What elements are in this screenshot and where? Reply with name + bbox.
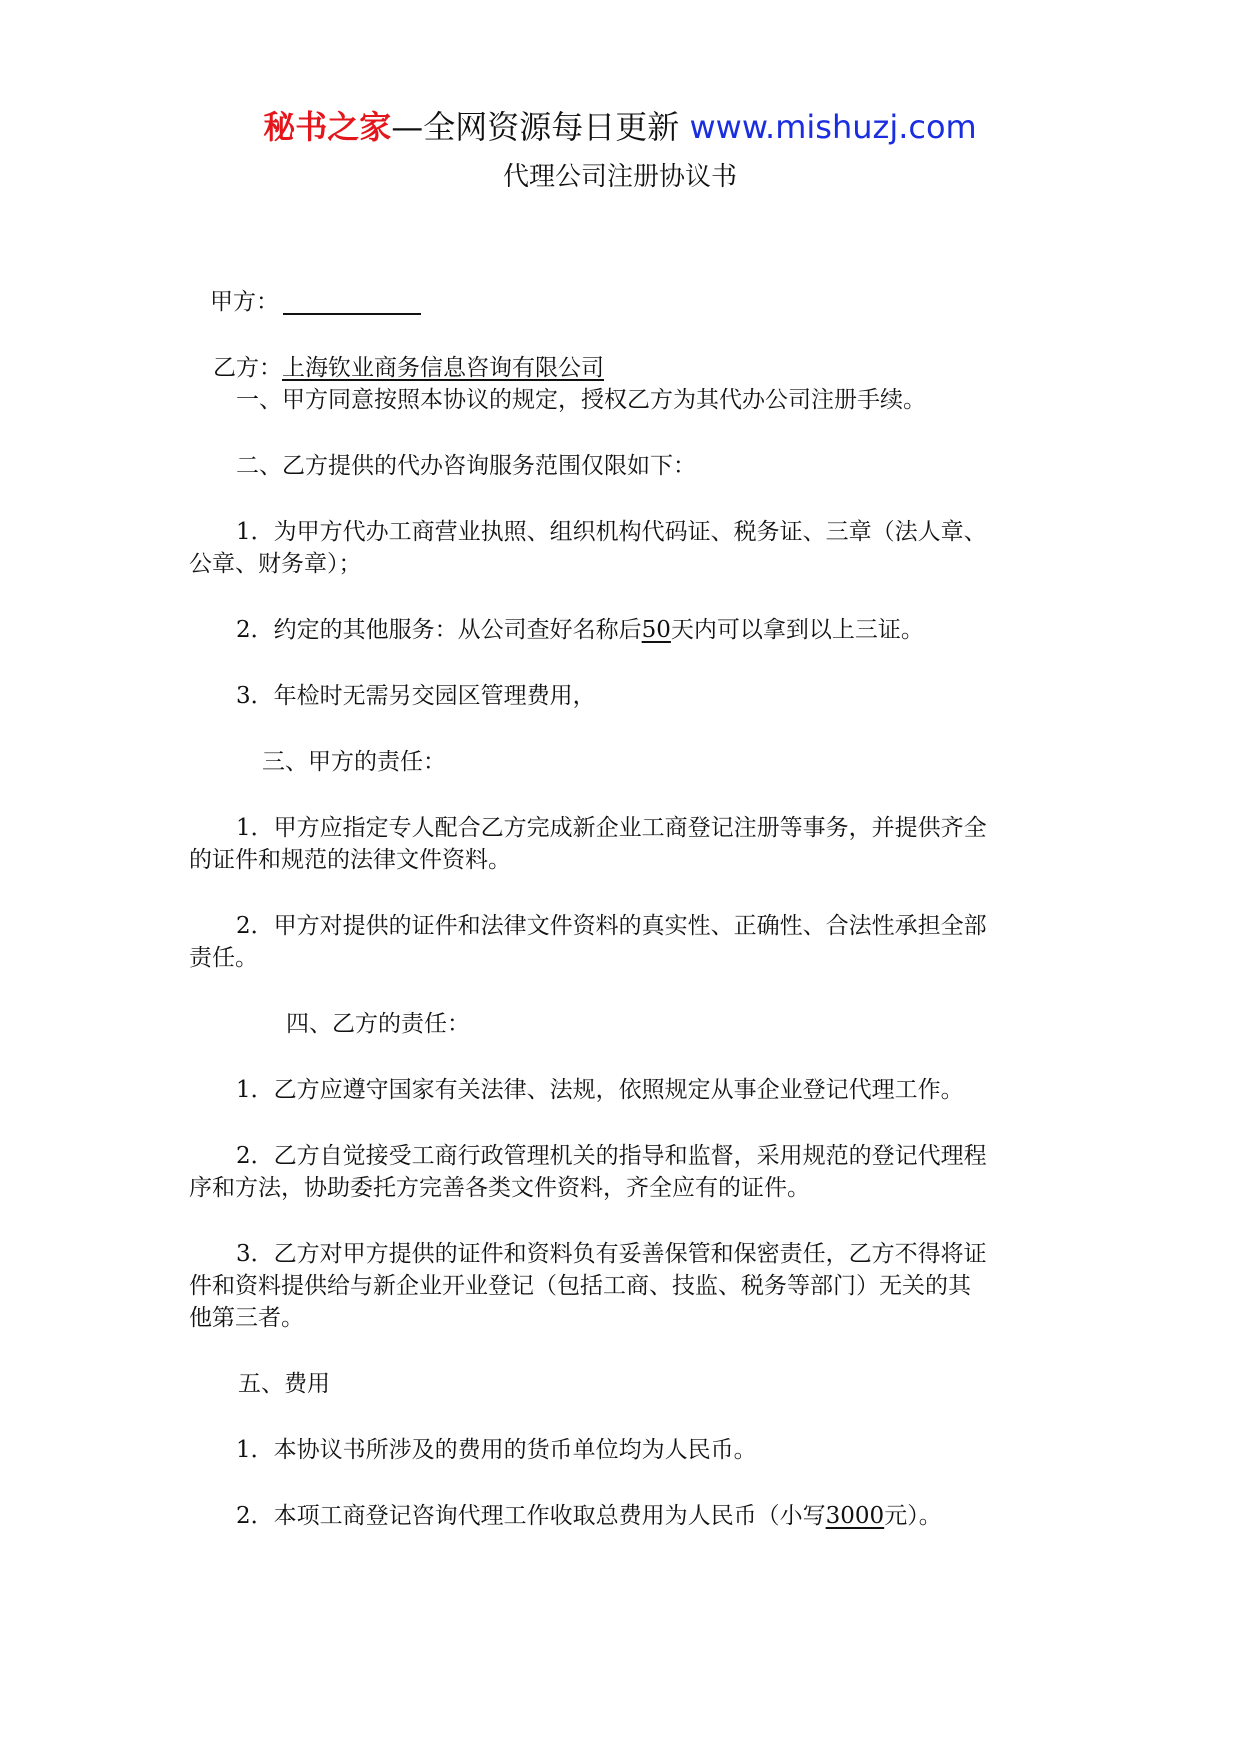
section-3-heading: 三、甲方的责任： <box>262 749 446 775</box>
header-tagline: —全网资源每日更新 <box>391 108 690 146</box>
party-b-label: 乙方： <box>213 355 282 381</box>
section-2-item-3: 3．年检时无需另交园区管理费用， <box>236 683 596 709</box>
section-2-item-1-line-2: 公章、财务章）； <box>189 551 362 577</box>
section-3-item-2-line-2: 责任。 <box>189 945 258 971</box>
section-4-item-1: 1．乙方应遵守国家有关法律、法规，依照规定从事企业登记代理工作。 <box>236 1077 964 1103</box>
section-5-item-2 <box>236 1500 942 1532</box>
party-a-line <box>210 286 421 318</box>
section-4-item-2-line-2: 序和方法，协助委托方完善各类文件资料，齐全应有的证件。 <box>189 1175 810 1201</box>
party-a-blank <box>283 289 421 315</box>
section-4-item-3-line-1: 3．乙方对甲方提供的证件和资料负有妥善保管和保密责任，乙方不得将证 <box>236 1241 987 1267</box>
section-3-item-1-line-1: 1．甲方应指定专人配合乙方完成新企业工商登记注册等事务，并提供齐全 <box>236 815 987 841</box>
section-2-item-2-pre: 2．约定的其他服务：从公司查好名称后 <box>236 617 642 643</box>
section-4-item-2-line-1: 2．乙方自觉接受工商行政管理机关的指导和监督，采用规范的登记代理程 <box>236 1143 987 1169</box>
days-value: 50 <box>641 617 671 643</box>
site-header <box>0 102 1240 148</box>
section-5-item-2-post: 元）。 <box>884 1503 942 1529</box>
party-a-label: 甲方： <box>210 289 279 315</box>
section-2-heading: 二、乙方提供的代办咨询服务范围仅限如下： <box>236 453 696 479</box>
section-2-item-2-post: 天内可以拿到以上三证。 <box>670 617 924 643</box>
section-5-item-2-pre: 2．本项工商登记咨询代理工作收取总费用为人民币（小写 <box>236 1503 826 1529</box>
section-5-item-1: 1．本协议书所涉及的费用的货币单位均为人民币。 <box>236 1437 757 1463</box>
party-b-name: 上海钦业商务信息咨询有限公司 <box>282 355 604 381</box>
brand-name: 秘书之家 <box>263 108 392 146</box>
document-title: 代理公司注册协议书 <box>502 162 737 192</box>
section-1: 一、甲方同意按照本协议的规定，授权乙方为其代办公司注册手续。 <box>236 387 926 413</box>
section-3-item-2-line-1: 2．甲方对提供的证件和法律文件资料的真实性、正确性、合法性承担全部 <box>236 913 987 939</box>
party-b-line <box>213 352 604 384</box>
section-4-item-3-line-3: 他第三者。 <box>189 1305 304 1331</box>
section-4-heading: 四、乙方的责任： <box>286 1011 470 1037</box>
fee-amount: 3000 <box>825 1503 885 1529</box>
section-5-heading: 五、费用 <box>238 1371 330 1397</box>
site-url-link[interactable]: www.mishuzj.com <box>689 108 977 146</box>
section-3-item-1-line-2: 的证件和规范的法律文件资料。 <box>189 847 511 873</box>
section-2-item-1-line-1: 1．为甲方代办工商营业执照、组织机构代码证、税务证、三章（法人章、 <box>236 519 987 545</box>
section-4-item-3-line-2: 件和资料提供给与新企业开业登记（包括工商、技监、税务等部门）无关的其 <box>189 1273 971 1299</box>
section-2-item-2 <box>236 614 924 646</box>
